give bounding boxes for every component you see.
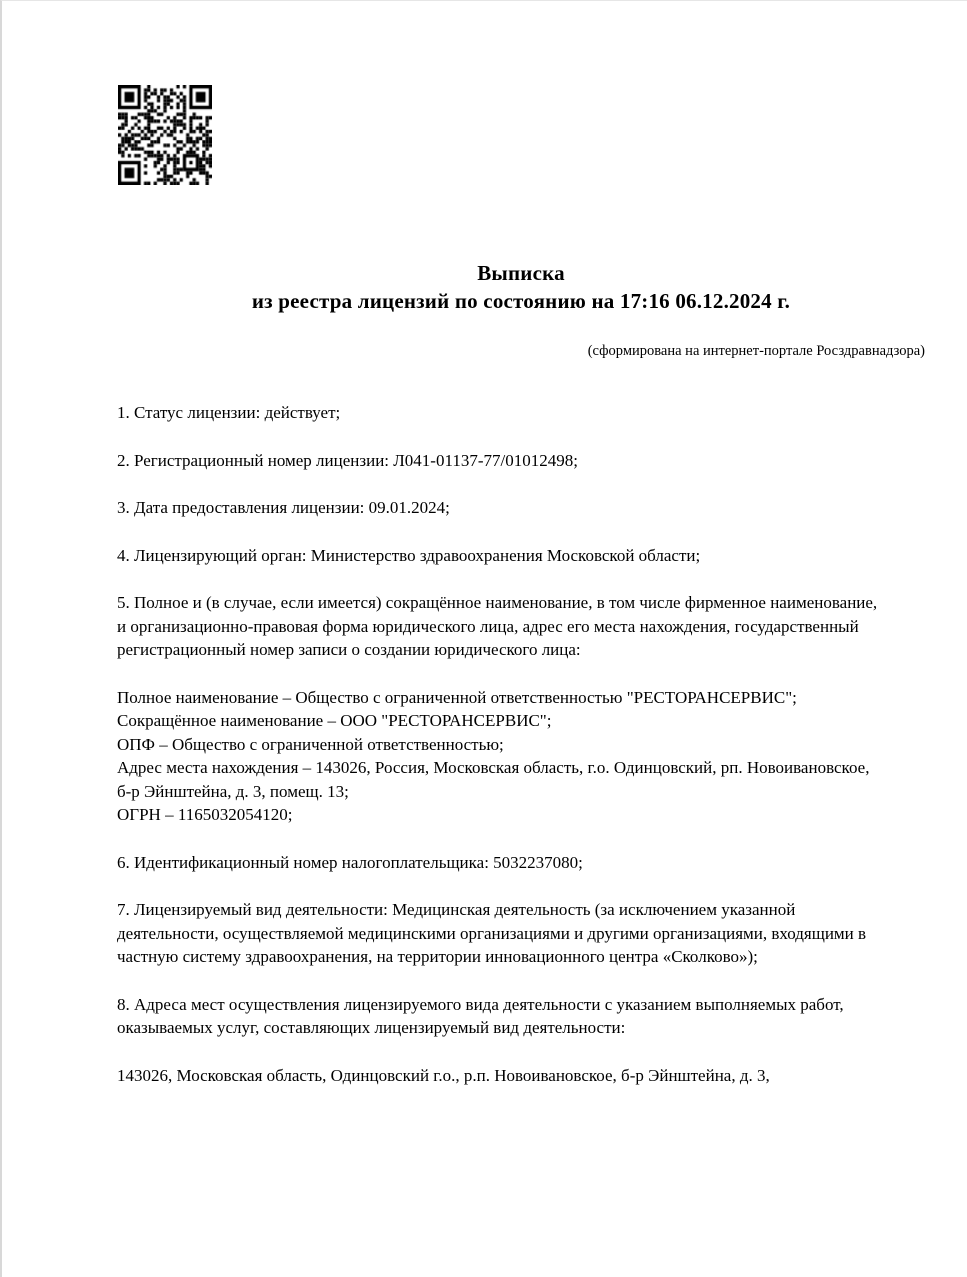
document-title-line1: Выписка — [477, 261, 565, 285]
paragraph-line: Сокращённое наименование – ООО "РЕСТОРАНСЕРВИС"; — [117, 711, 552, 730]
document-body — [117, 401, 885, 1087]
paragraph: 7. Лицензируемый вид деятельности: Медицинская деятельность (за исключением указанной деятельности, осуществляемой медицинскими организациями и другими организациями, входящими в частную систему здравоохранения, на территории инновационного центра «Сколково»); — [117, 900, 867, 966]
paragraph: 8. Адреса мест осуществления лицензируемого вида деятельности с указанием выполняемых работ, оказываемых услуг, составляющих лицензируемый вид деятельности: — [117, 994, 844, 1037]
formation-note: (сформирована на интернет-портале Росздравнадзора) — [587, 343, 925, 359]
paragraph: 5. Полное и (в случае, если имеется) сокращённое наименование, в том числе фирменное наименование, и организационно-правовая форма юридического лица, адрес его места нахождения, государственный регистрационный номер записи о создании юридического лица: — [117, 593, 878, 659]
document-title — [117, 259, 925, 315]
document-content — [117, 259, 925, 1087]
paragraph — [117, 686, 885, 827]
paragraph: 4. Лицензирующий орган: Министерство здравоохранения Московской области; — [117, 545, 701, 565]
paragraph-line: Полное наименование – Общество с ограниченной ответственностью "РЕСТОРАНСЕРВИС"; — [117, 687, 797, 707]
paragraph: 6. Идентификационный номер налогоплательщика: 5032237080; — [117, 852, 583, 872]
paragraph-line: ОГРН – 1165032054120; — [117, 805, 293, 824]
qr-code-icon — [118, 85, 212, 185]
paragraph: 2. Регистрационный номер лицензии: Л041-01137-77/01012498; — [117, 450, 578, 470]
paragraph: 143026, Московская область, Одинцовский г.о., р.п. Новоивановское, б-р Эйнштейна, д. 3, — [117, 1065, 770, 1085]
paragraph-line: ОПФ – Общество с ограниченной ответственностью; — [117, 734, 504, 754]
paragraph: 1. Статус лицензии: действует; — [117, 403, 341, 422]
paragraph-line: Адрес места нахождения – 143026, Россия, Московская область, г.о. Одинцовский, рп. Новоивановское, б-р Эйнштейна, д. 3, помещ. 13; — [117, 758, 870, 801]
document-title-line2: из реестра лицензий по состоянию на 17:16 06.12.2024 г. — [251, 289, 791, 313]
paragraph: 3. Дата предоставления лицензии: 09.01.2024; — [117, 498, 450, 517]
